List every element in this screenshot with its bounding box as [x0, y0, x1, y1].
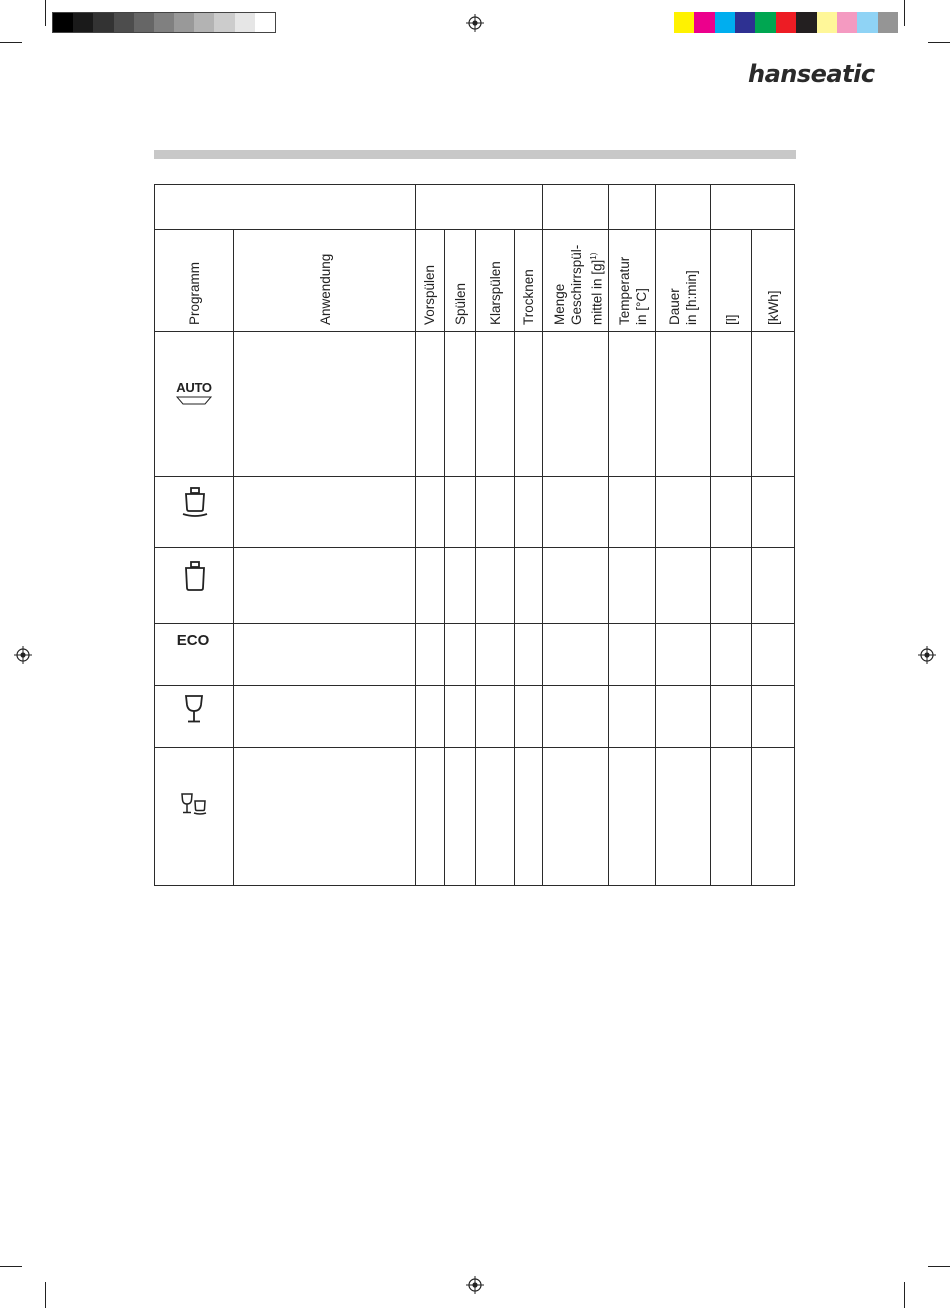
color-swatch	[776, 12, 796, 33]
glass-program-icon	[183, 694, 205, 724]
header-menge-line1: Menge	[552, 283, 567, 325]
gray-swatch	[194, 13, 214, 32]
intensive-pot-icon	[180, 486, 210, 520]
color-swatch	[857, 12, 877, 33]
color-swatch	[715, 12, 735, 33]
header-vorspuelen: Vorspülen	[422, 264, 437, 325]
registration-mark-icon	[466, 14, 484, 32]
color-swatch	[755, 12, 775, 33]
gray-swatch	[134, 13, 154, 32]
header-kwh: [kWh]	[766, 290, 781, 325]
header-anwendung: Anwendung	[318, 253, 333, 325]
header-menge-line3-text: mittel in [g]	[589, 259, 605, 325]
header-spuelen: Spülen	[453, 282, 468, 325]
header-programm: Programm	[187, 261, 202, 325]
header-temperatur-line2: in [°C]	[634, 288, 649, 325]
registration-mark-icon	[466, 1276, 484, 1294]
glass-and-cup-program-icon	[180, 792, 210, 816]
auto-program-label: AUTO	[176, 380, 212, 395]
color-swatch	[817, 12, 837, 33]
header-menge-footnote: 1)	[589, 252, 598, 260]
gray-swatch	[174, 13, 194, 32]
auto-program-icon	[174, 381, 214, 411]
gray-swatch	[235, 13, 255, 32]
header-klarspuelen: Klarspülen	[488, 261, 503, 325]
eco-program-icon: ECO	[176, 632, 210, 649]
normal-pot-icon	[180, 559, 210, 593]
header-dauer-line2: in [h:min]	[684, 270, 699, 325]
color-swatch	[694, 12, 714, 33]
gray-swatch	[114, 13, 134, 32]
brand-logo: hanseatic	[748, 60, 875, 88]
header-menge-line2: Geschirrspül-	[569, 244, 584, 325]
gray-swatch	[93, 13, 113, 32]
gray-swatch	[154, 13, 174, 32]
gray-swatch	[255, 13, 275, 32]
header-liter: [l]	[724, 314, 739, 325]
section-header-bar	[154, 150, 796, 159]
registration-mark-icon	[918, 646, 936, 664]
header-dauer-line1: Dauer	[667, 288, 682, 325]
color-swatch	[878, 12, 898, 33]
header-temperatur-line1: Temperatur	[617, 256, 632, 325]
header-menge-line3	[586, 253, 606, 325]
registration-mark-icon	[14, 646, 32, 664]
color-swatch	[837, 12, 857, 33]
color-swatch	[674, 12, 694, 33]
gray-swatch-bar	[52, 12, 276, 33]
gray-swatch	[73, 13, 93, 32]
color-swatch	[735, 12, 755, 33]
color-swatch-bar	[674, 12, 898, 33]
gray-swatch	[214, 13, 234, 32]
color-swatch	[796, 12, 816, 33]
header-trocknen: Trocknen	[521, 269, 536, 325]
gray-swatch	[53, 13, 73, 32]
